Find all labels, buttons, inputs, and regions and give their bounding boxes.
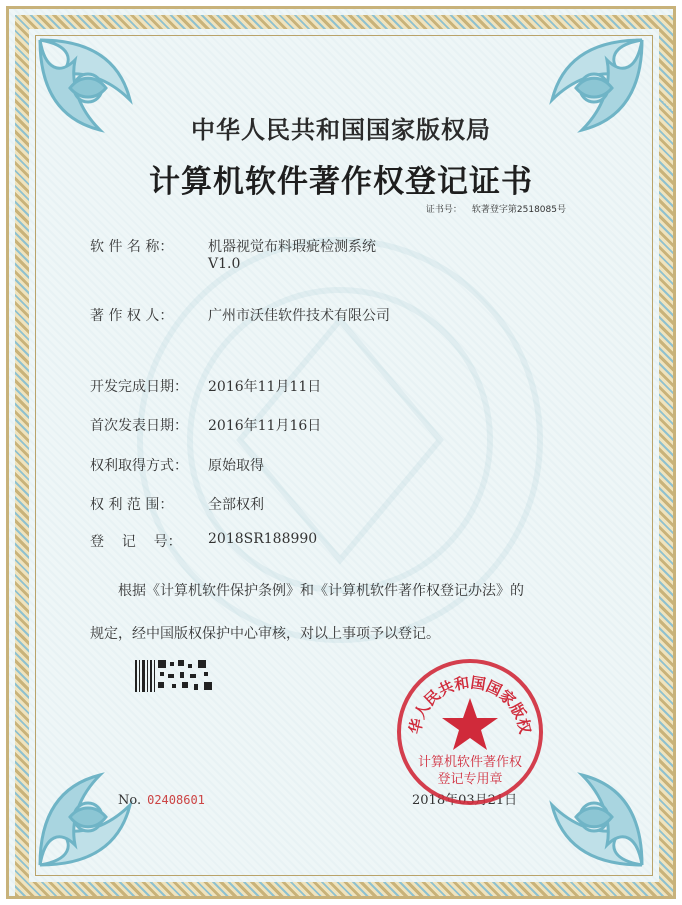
- issuing-authority: 中华人民共和国国家版权局: [191, 115, 491, 144]
- reg-no-label: 登 记 号：: [90, 534, 182, 550]
- statement-line-1: 根据《计算机软件保护条例》和《计算机软件著作权登记办法》的: [118, 583, 524, 599]
- publish-date-label: 首次发表日期：: [90, 418, 188, 434]
- field-acquire-method: [90, 455, 264, 475]
- corner-ornament-bottom-left: [30, 757, 148, 875]
- software-version: V1.0: [208, 256, 241, 272]
- scope-label: 权 利 范 围：: [90, 497, 174, 513]
- seal-line-1: 计算机软件著作权: [417, 755, 523, 770]
- field-software-name: [90, 236, 376, 256]
- official-seal: [394, 656, 546, 808]
- serial-number-label: No.: [118, 793, 142, 808]
- watermark-emblem: [100, 200, 580, 680]
- software-name-value: 机器视觉布料瑕疵检测系统: [208, 239, 376, 255]
- reg-no-value: 2018SR188990: [208, 531, 318, 547]
- serial-number-value: 02408601: [147, 793, 205, 807]
- certificate-number-value: 软著登字第2518085号: [471, 205, 566, 215]
- field-registration-number: [90, 531, 318, 551]
- owner-label: 著 作 权 人：: [90, 308, 174, 324]
- acquire-value: 原始取得: [208, 458, 264, 474]
- issue-date: 2018年03月21日: [412, 793, 518, 808]
- seal-star-icon: [442, 698, 498, 750]
- certificate-title: 计算机软件著作权登记证书: [149, 164, 533, 200]
- seal-arc-text: 华人民共和国国家版权: [405, 673, 535, 736]
- qr-code: [158, 660, 214, 692]
- statement-line-2: 规定，经中国版权保护中心审核，对以上事项予以登记。: [90, 626, 440, 642]
- field-owner: [90, 305, 390, 325]
- seal-line-2: 登记专用章: [437, 772, 503, 787]
- certificate-number-label: 证书号：: [425, 205, 462, 215]
- owner-value: 广州市沃佳软件技术有限公司: [208, 308, 390, 324]
- software-name-label: 软 件 名 称：: [90, 239, 174, 255]
- field-publish-date: [90, 415, 322, 435]
- dev-date-value: 2016年11月11日: [208, 379, 322, 395]
- certificate-number: [426, 202, 566, 215]
- dev-date-label: 开发完成日期：: [90, 379, 188, 395]
- field-dev-date: [90, 376, 322, 396]
- field-scope: [90, 494, 264, 514]
- corner-ornament-bottom-right: [534, 757, 652, 875]
- acquire-label: 权利取得方式：: [90, 458, 188, 474]
- scope-value: 全部权利: [208, 497, 264, 513]
- serial-number: [118, 793, 205, 808]
- publish-date-value: 2016年11月16日: [208, 418, 322, 434]
